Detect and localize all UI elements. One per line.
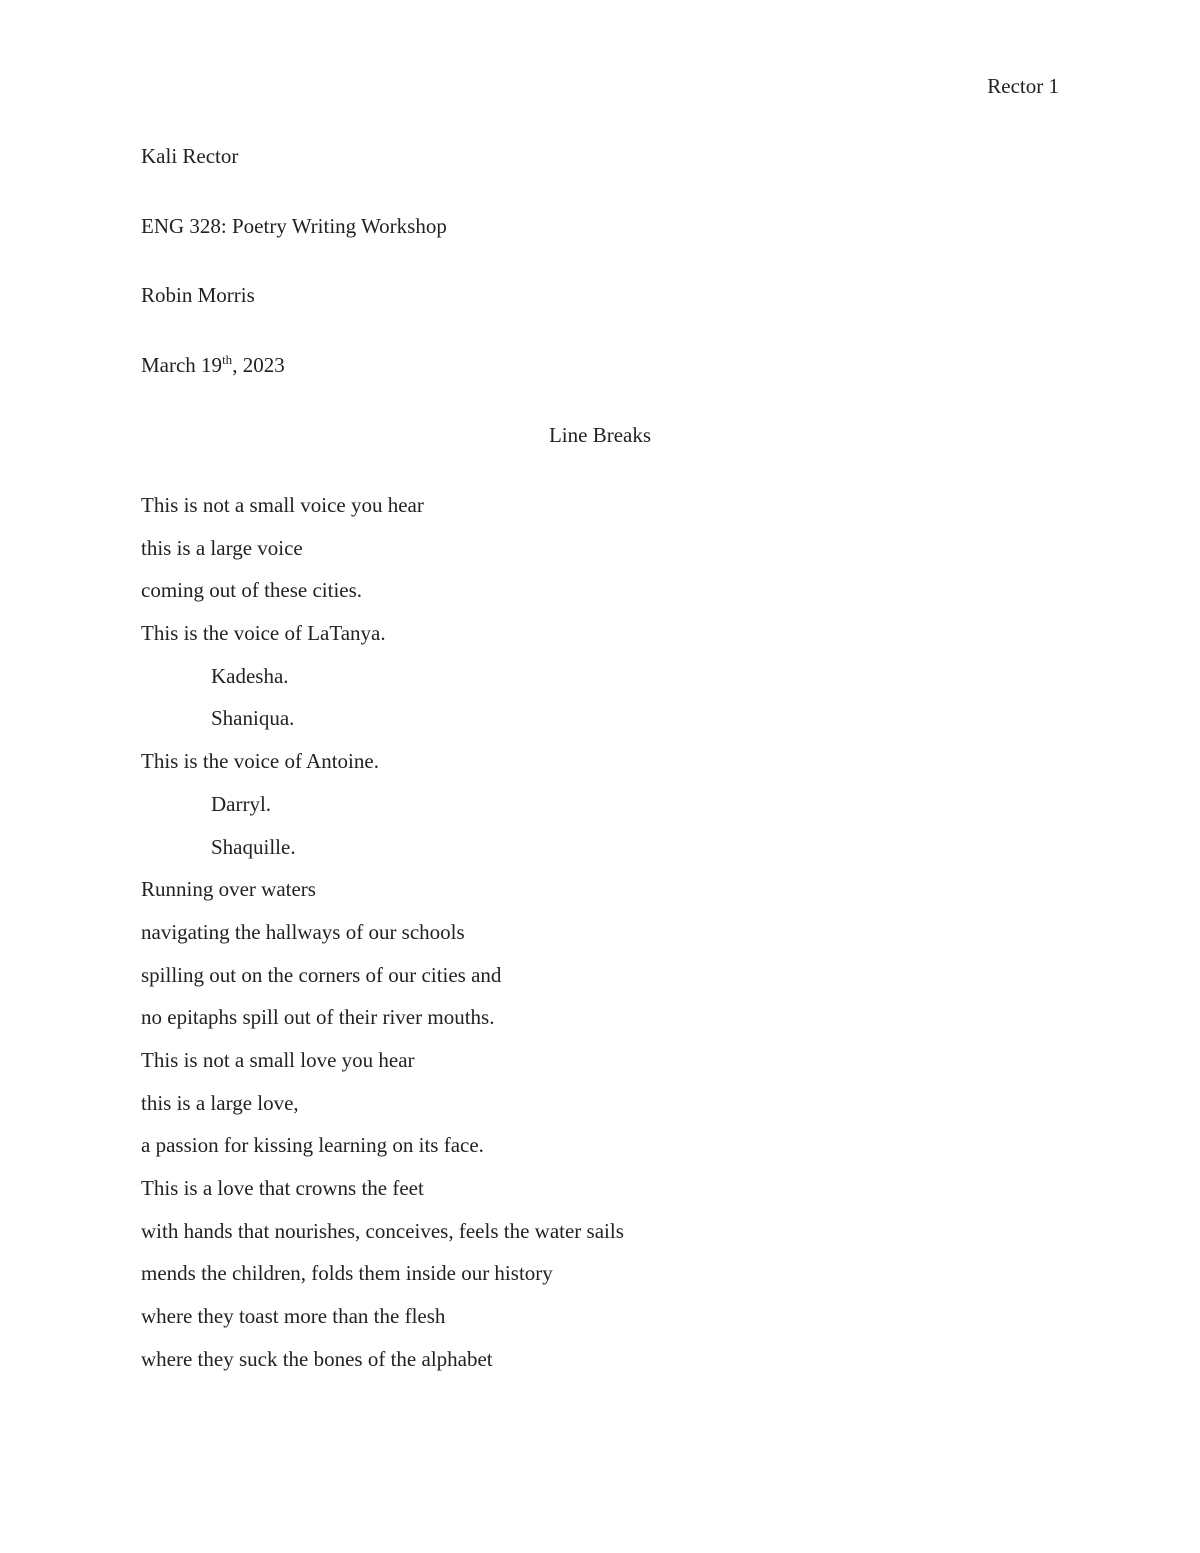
poem-line: navigating the hallways of our schools xyxy=(141,919,465,944)
poem-line-indented: Kadesha. xyxy=(211,663,289,688)
poem-line: spilling out on the corners of our cities and xyxy=(141,962,502,987)
poem-line: no epitaphs spill out of their river mouths. xyxy=(141,1005,495,1030)
mla-heading xyxy=(141,143,1061,421)
poem-line-indented: Shaquille. xyxy=(211,834,296,859)
date-prefix: March 19 xyxy=(141,352,223,377)
poem-line-indented: Darryl. xyxy=(211,791,272,816)
poem-line: this is a large voice xyxy=(141,535,303,560)
date-ordinal-suffix: th xyxy=(222,351,233,367)
poem-line: This is not a small voice you hear xyxy=(141,493,424,517)
poem-line: where they toast more than the flesh xyxy=(141,1304,446,1329)
author-name: Kali Rector xyxy=(141,144,239,168)
poem-line: coming out of these cities. xyxy=(141,578,363,603)
poem-line: This is the voice of LaTanya. xyxy=(141,621,386,646)
poem-line: where they suck the bones of the alphabet xyxy=(141,1346,493,1371)
poem-line: This is a love that crowns the feet xyxy=(141,1176,424,1200)
poem-line: a passion for kissing learning on its face. xyxy=(141,1133,484,1158)
poem-line: This is not a small love you hear xyxy=(141,1047,415,1072)
running-head: Rector 1 xyxy=(987,74,1059,98)
poem-title: Line Breaks xyxy=(548,423,652,447)
poem-body xyxy=(141,492,1061,1388)
course-name: ENG 328: Poetry Writing Workshop xyxy=(141,213,447,238)
poem-line: Running over waters xyxy=(141,877,316,902)
poem-line: this is a large love, xyxy=(141,1090,299,1115)
poem-line: with hands that nourishes, conceives, feels the water sails xyxy=(141,1218,624,1243)
instructor-name: Robin Morris xyxy=(141,283,255,307)
date-rest: , 2023 xyxy=(232,352,285,377)
date xyxy=(141,352,1061,422)
poem-line: This is the voice of Antoine. xyxy=(141,749,379,774)
poem-line: mends the children, folds them inside our history xyxy=(141,1261,553,1286)
poem-line-indented: Shaniqua. xyxy=(211,706,295,731)
